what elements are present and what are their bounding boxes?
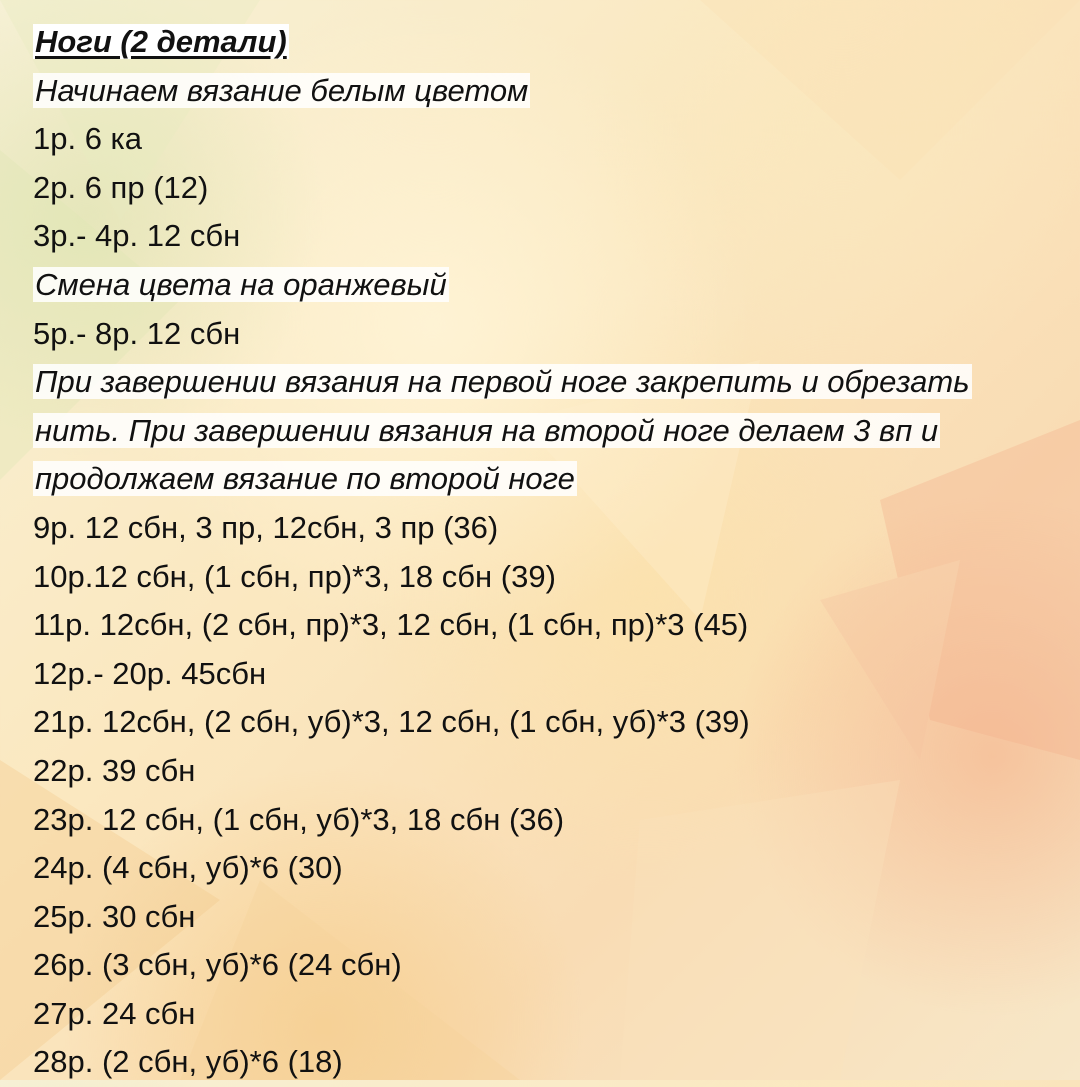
note-text: Начинаем вязание белым цветом [35, 72, 529, 108]
row-instruction: 25р. 30 сбн [33, 898, 196, 934]
row-instruction: 11р. 12сбн, (2 сбн, пр)*3, 12 сбн, (1 сбн, пр)*3 (45) [33, 607, 749, 643]
instruction-note [33, 67, 1060, 116]
row-instruction: 3р.- 4р. 12 сбн [33, 218, 241, 254]
row-instruction: 12р.- 20р. 45сбн [33, 655, 267, 691]
row-instruction: 2р. 6 пр (12) [33, 169, 209, 205]
row-instruction: 28р. (2 сбн, уб)*6 (18) [33, 1044, 343, 1080]
instruction-note [33, 407, 1060, 456]
note-text: нить. При завершении вязания на второй ноге делаем 3 вп и [35, 412, 939, 448]
note-text: При завершении вязания на первой ноге закрепить и обрезать [35, 364, 970, 400]
row-instruction: 9р. 12 сбн, 3 пр, 12сбн, 3 пр (36) [33, 509, 499, 545]
row-instruction: 27р. 24 сбн [33, 995, 196, 1031]
instruction-note [33, 261, 1060, 310]
note-text: продолжаем вязание по второй ноге [35, 461, 575, 497]
pattern-text [33, 18, 1060, 1080]
note-text: Смена цвета на оранжевый [35, 266, 447, 302]
row-instruction: 1р. 6 ка [33, 121, 143, 157]
row-instruction: 22р. 39 сбн [33, 752, 196, 788]
instruction-note [33, 455, 1060, 504]
row-instruction: 5р.- 8р. 12 сбн [33, 315, 241, 351]
row-instruction: 26р. (3 сбн, уб)*6 (24 сбн) [33, 947, 402, 983]
row-instruction: 24р. (4 сбн, уб)*6 (30) [33, 850, 343, 886]
row-instruction: 21р. 12сбн, (2 сбн, уб)*3, 12 сбн, (1 сбн, уб)*3 (39) [33, 704, 750, 740]
title-row [33, 18, 1060, 67]
row-instruction: 23р. 12 сбн, (1 сбн, уб)*3, 18 сбн (36) [33, 801, 565, 837]
instruction-note [33, 358, 1060, 407]
row-instruction: 10р.12 сбн, (1 сбн, пр)*3, 18 сбн (39) [33, 558, 556, 594]
page-title: Ноги (2 детали) [35, 24, 287, 59]
